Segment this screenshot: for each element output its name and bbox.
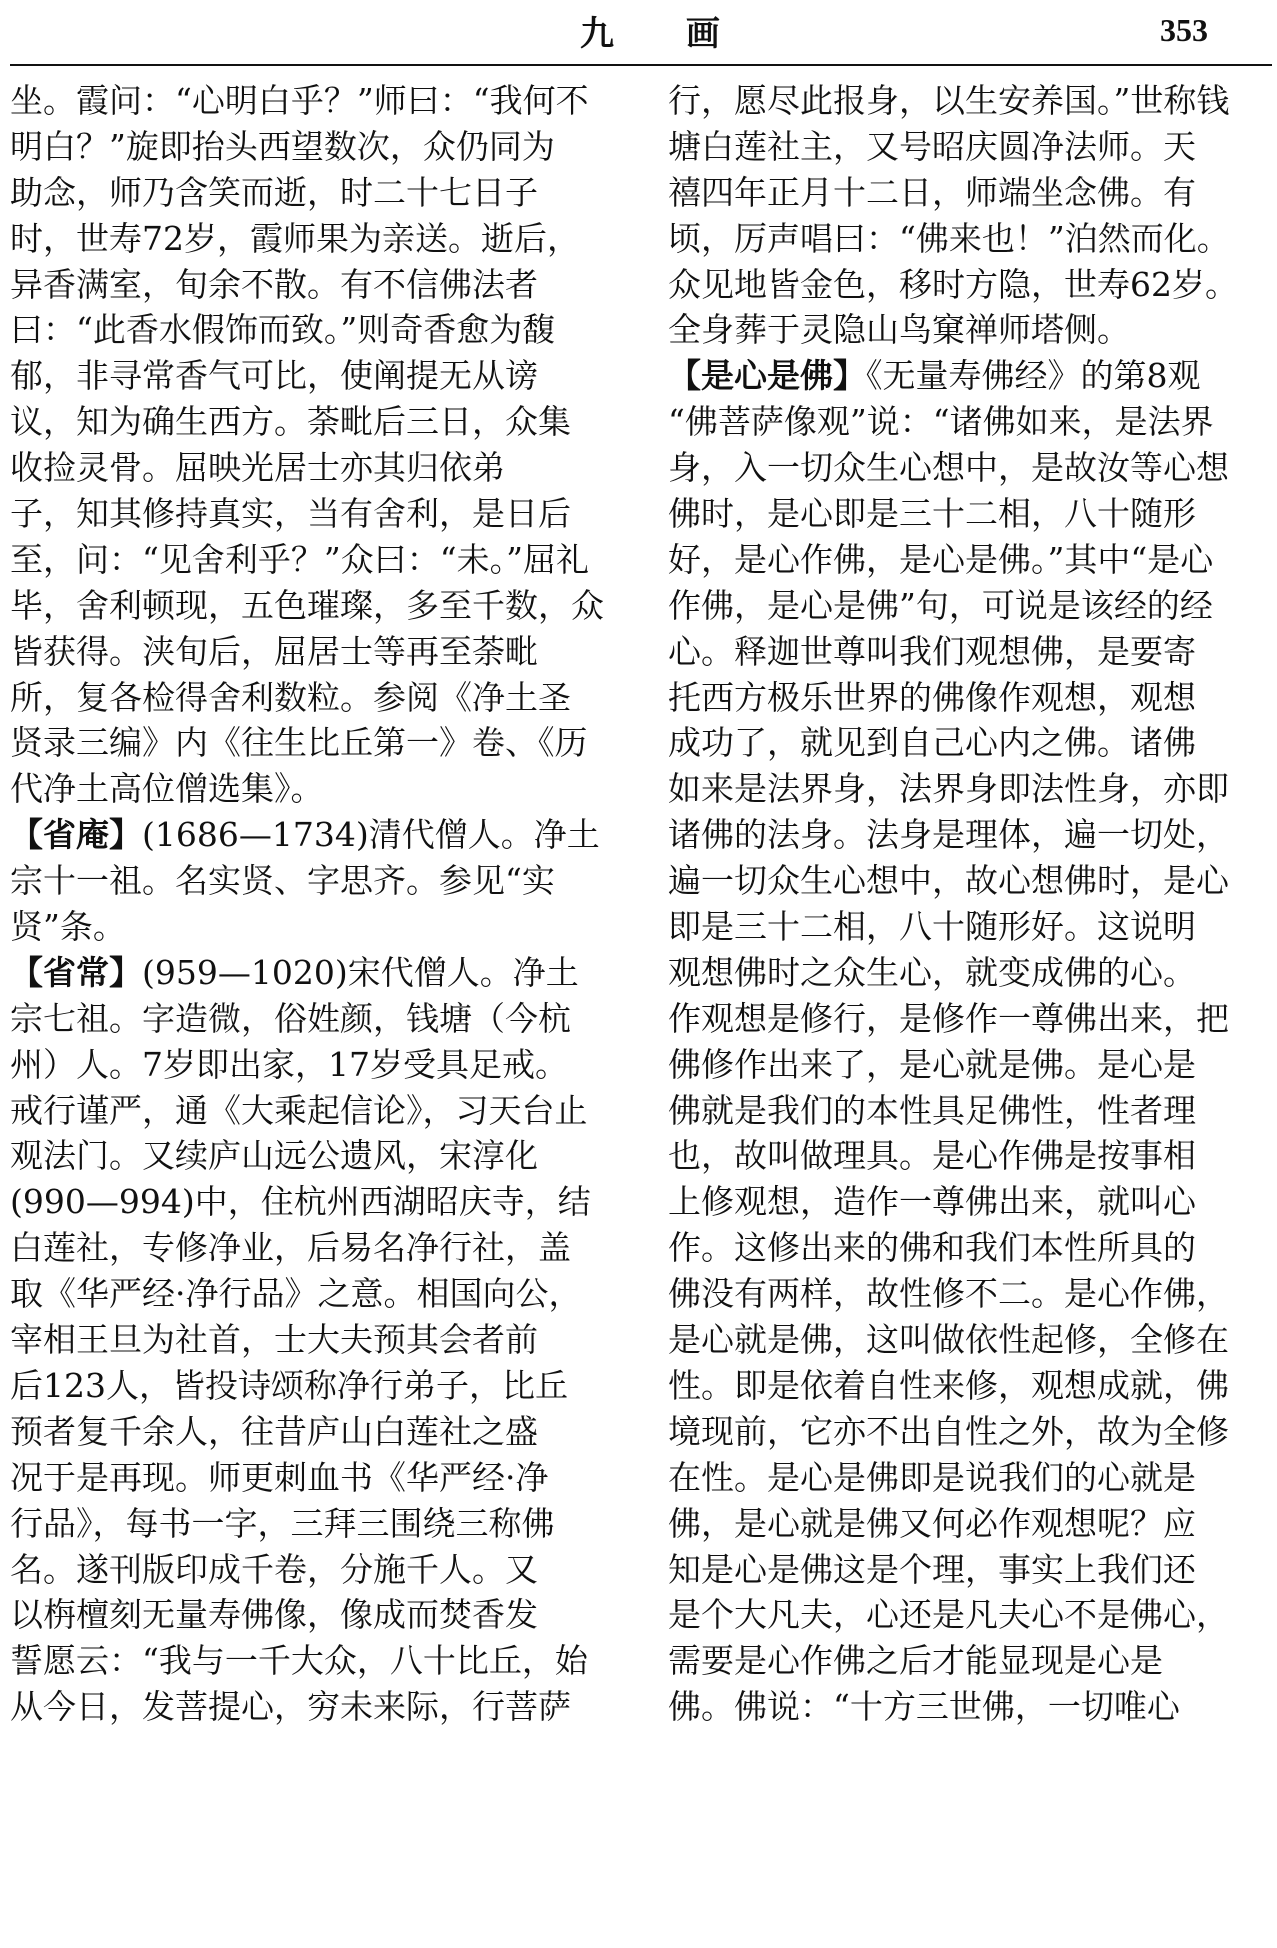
line-text: 顷，厉声唱曰：“佛来也！”泊然而化。 — [668, 218, 1230, 258]
text-line — [10, 307, 615, 353]
text-line — [10, 675, 615, 721]
text-line — [10, 858, 615, 904]
text-line — [668, 766, 1268, 812]
text-line — [10, 629, 615, 675]
text-line — [10, 216, 615, 262]
line-text: 代净土高位僧选集》。 — [10, 769, 324, 809]
line-text: 戒行谨严，通《大乘起信论》，习天台止 — [10, 1090, 588, 1130]
line-text: 助念，师乃含笑而逝，时二十七日子 — [10, 172, 538, 212]
line-text: 皆获得。浃旬后，屈居士等再至荼毗 — [10, 631, 538, 671]
text-line — [10, 1271, 615, 1317]
header-rule — [10, 64, 1272, 66]
line-text: 全身葬于灵隐山鸟窠禅师塔侧。 — [668, 310, 1130, 350]
text-line — [10, 262, 615, 308]
text-line — [10, 1225, 615, 1271]
text-line — [10, 353, 615, 399]
line-text: 宗十一祖。名实贤、字思齐。参见“实 — [10, 861, 555, 901]
text-line — [668, 950, 1268, 996]
line-text: 佛修作出来了，是心就是佛。是心是 — [668, 1044, 1196, 1084]
text-line — [668, 1547, 1268, 1593]
text-line — [668, 491, 1268, 537]
line-text: 毕，舍利顿现，五色璀璨，多至千数，众 — [10, 585, 604, 625]
text-line — [668, 1088, 1268, 1134]
text-line — [668, 1363, 1268, 1409]
line-text: 州）人。7岁即出家，17岁受具足戒。 — [10, 1044, 568, 1084]
line-text: 以栴檀刻无量寿佛像，像成而焚香发 — [10, 1595, 538, 1635]
text-line — [668, 812, 1268, 858]
text-line — [10, 1363, 615, 1409]
line-text: 取《华严经·净行品》之意。相国向公， — [10, 1274, 582, 1314]
line-text: 托西方极乐世界的佛像作观想，观想 — [668, 677, 1196, 717]
line-text: 是心就是佛，这叫做依性起修，全修在 — [668, 1320, 1229, 1360]
text-line — [10, 78, 615, 124]
text-line — [10, 124, 615, 170]
text-line — [668, 124, 1268, 170]
text-line — [668, 170, 1268, 216]
text-line — [668, 720, 1268, 766]
line-text: 心。释迦世尊叫我们观想佛，是要寄 — [668, 631, 1196, 671]
text-line — [668, 1317, 1268, 1363]
header-title: 九 画 — [580, 14, 750, 54]
text-line — [10, 1455, 615, 1501]
text-line — [10, 1592, 615, 1638]
text-line — [10, 720, 615, 766]
line-text: 观法门。又续庐山远公遗风，宋淳化 — [10, 1136, 538, 1176]
line-text: 曰：“此香水假饰而致。”则奇香愈为馥 — [10, 310, 556, 350]
line-text: 境现前，它亦不出自性之外，故为全修 — [668, 1411, 1229, 1451]
running-header — [0, 0, 1277, 60]
text-line — [10, 1317, 615, 1363]
text-line — [10, 1042, 615, 1088]
entry-headword: 【省庵】 — [10, 815, 142, 855]
line-text: 需要是心作佛之后才能显现是心是 — [668, 1641, 1163, 1681]
text-line — [10, 1547, 615, 1593]
text-line — [668, 445, 1268, 491]
text-line — [668, 996, 1268, 1042]
line-text: 佛没有两样，故性修不二。是心作佛， — [668, 1274, 1229, 1314]
text-line — [10, 583, 615, 629]
text-line — [668, 1501, 1268, 1547]
line-text: 宰相王旦为社首，士大夫预其会者前 — [10, 1320, 538, 1360]
entry-headword: 【是心是佛】 — [668, 356, 866, 396]
line-text: 贤”条。 — [10, 907, 126, 947]
text-line — [668, 1133, 1268, 1179]
left-column — [10, 78, 615, 1730]
text-line — [668, 307, 1268, 353]
line-text: 佛就是我们的本性具足佛性，性者理 — [668, 1090, 1196, 1130]
text-line — [668, 1592, 1268, 1638]
text-line — [10, 170, 615, 216]
line-text: 收捡灵骨。屈映光居士亦其归依弟 — [10, 448, 505, 488]
line-text: 成功了，就见到自己心内之佛。诸佛 — [668, 723, 1196, 763]
line-text: 后123人，皆投诗颂称净行弟子，比丘 — [10, 1365, 568, 1405]
text-line — [668, 1684, 1268, 1730]
text-line — [668, 262, 1268, 308]
line-text: 上修观想，造作一尊佛出来，就叫心 — [668, 1182, 1196, 1222]
line-text: 宗七祖。字造微，俗姓颜，钱塘（今杭 — [10, 998, 571, 1038]
line-text: (1686—1734)清代僧人。净土 — [142, 815, 600, 855]
line-text: 子，知其修持真实，当有舍利，是日后 — [10, 494, 571, 534]
text-line — [10, 812, 615, 858]
text-line — [668, 1271, 1268, 1317]
line-text: 作观想是修行，是修作一尊佛出来，把 — [668, 998, 1229, 1038]
line-text: 观想佛时之众生心，就变成佛的心。 — [668, 952, 1196, 992]
line-text: 性。即是依着自性来修，观想成就，佛 — [668, 1365, 1229, 1405]
text-line — [10, 1684, 615, 1730]
text-line — [668, 1042, 1268, 1088]
line-text: 知是心是佛这是个理，事实上我们还 — [668, 1549, 1196, 1589]
text-line — [10, 1501, 615, 1547]
text-line — [10, 1133, 615, 1179]
text-line — [10, 766, 615, 812]
text-line — [668, 1409, 1268, 1455]
line-text: (959—1020)宋代僧人。净土 — [142, 952, 579, 992]
line-text: 在性。是心是佛即是说我们的心就是 — [668, 1457, 1196, 1497]
line-text: 如来是法界身，法界身即法性身，亦即 — [668, 769, 1229, 809]
line-text: 郁，非寻常香气可比，使阐提无从谤 — [10, 356, 538, 396]
line-text: 贤录三编》内《往生比丘第一》卷、《历 — [10, 723, 588, 763]
text-line — [10, 1088, 615, 1134]
line-text: 从今日，发菩提心，穷未来际，行菩萨 — [10, 1687, 571, 1727]
entry-headword: 【省常】 — [10, 952, 142, 992]
text-line — [668, 629, 1268, 675]
page-number: 353 — [1160, 12, 1208, 48]
text-line — [668, 399, 1268, 445]
line-text: 况于是再现。师更刺血书《华严经·净 — [10, 1457, 549, 1497]
line-text: 众见地皆金色，移时方隐，世寿62岁。 — [668, 264, 1238, 304]
text-line — [10, 1409, 615, 1455]
line-text: 议，知为确生西方。荼毗后三日，众集 — [10, 402, 571, 442]
line-text: 名。遂刊版印成千卷，分施千人。又 — [10, 1549, 538, 1589]
line-text: 佛。佛说：“十方三世佛，一切唯心 — [668, 1687, 1180, 1727]
text-line — [668, 78, 1268, 124]
text-line — [668, 904, 1268, 950]
text-line — [668, 1179, 1268, 1225]
text-line — [668, 675, 1268, 721]
line-text: 《无量寿佛经》的第8观 — [866, 356, 1201, 396]
text-line — [10, 399, 615, 445]
right-column — [668, 78, 1268, 1730]
line-text: 作佛，是心是佛”句，可说是该经的经 — [668, 585, 1213, 625]
line-text: 坐。霞问：“心明白乎？”师曰：“我何不 — [10, 81, 589, 120]
text-line — [10, 996, 615, 1042]
line-text: 遍一切众生心想中，故心想佛时，是心 — [668, 861, 1229, 901]
text-line — [668, 353, 1268, 399]
line-text: 即是三十二相，八十随形好。这说明 — [668, 907, 1196, 947]
text-line — [10, 1179, 615, 1225]
line-text: 明白？”旋即抬头西望数次，众仍同为 — [10, 126, 555, 166]
line-text: 所，复各检得舍利数粒。参阅《净土圣 — [10, 677, 571, 717]
line-text: 作。这修出来的佛和我们本性所具的 — [668, 1228, 1196, 1268]
line-text: 誓愿云：“我与一千大众，八十比丘，始 — [10, 1641, 588, 1681]
text-line — [668, 1455, 1268, 1501]
line-text: 佛，是心就是佛又何必作观想呢？应 — [668, 1503, 1196, 1543]
text-line — [668, 583, 1268, 629]
line-text: 身，入一切众生心想中，是故汝等心想 — [668, 448, 1229, 488]
text-line — [10, 1638, 615, 1684]
line-text: 至，问：“见舍利乎？”众曰：“未。”屈礼 — [10, 539, 589, 579]
line-text: 白莲社，专修净业，后易名净行社，盖 — [10, 1228, 571, 1268]
text-line — [10, 950, 615, 996]
line-text: 好，是心作佛，是心是佛。”其中“是心 — [668, 539, 1214, 579]
line-text: 行，愿尽此报身，以生安养国。”世称钱 — [668, 81, 1230, 120]
text-line — [668, 858, 1268, 904]
text-line — [10, 537, 615, 583]
text-line — [10, 445, 615, 491]
line-text: 禧四年正月十二日，师端坐念佛。有 — [668, 172, 1196, 212]
line-text: 时，世寿72岁，霞师果为亲送。逝后， — [10, 218, 580, 258]
line-text: 也，故叫做理具。是心作佛是按事相 — [668, 1136, 1196, 1176]
line-text: 塘白莲社主，又号昭庆圆净法师。天 — [668, 126, 1196, 166]
line-text: “佛菩萨像观”说：“诸佛如来，是法界 — [668, 402, 1214, 442]
text-line — [10, 491, 615, 537]
line-text: 预者复千余人，往昔庐山白莲社之盛 — [10, 1411, 538, 1451]
line-text: 佛时，是心即是三十二相，八十随形 — [668, 494, 1196, 534]
line-text: 是个大凡夫，心还是凡夫心不是佛心， — [668, 1595, 1229, 1635]
line-text: 诸佛的法身。法身是理体，遍一切处， — [668, 815, 1229, 855]
line-text: 行品》，每书一字，三拜三围绕三称佛 — [10, 1503, 555, 1543]
text-line — [668, 1225, 1268, 1271]
text-line — [10, 904, 615, 950]
text-line — [668, 216, 1268, 262]
line-text: 异香满室，旬余不散。有不信佛法者 — [10, 264, 538, 304]
line-text: (990—994)中，住杭州西湖昭庆寺，结 — [10, 1182, 591, 1222]
text-line — [668, 1638, 1268, 1684]
text-line — [668, 537, 1268, 583]
